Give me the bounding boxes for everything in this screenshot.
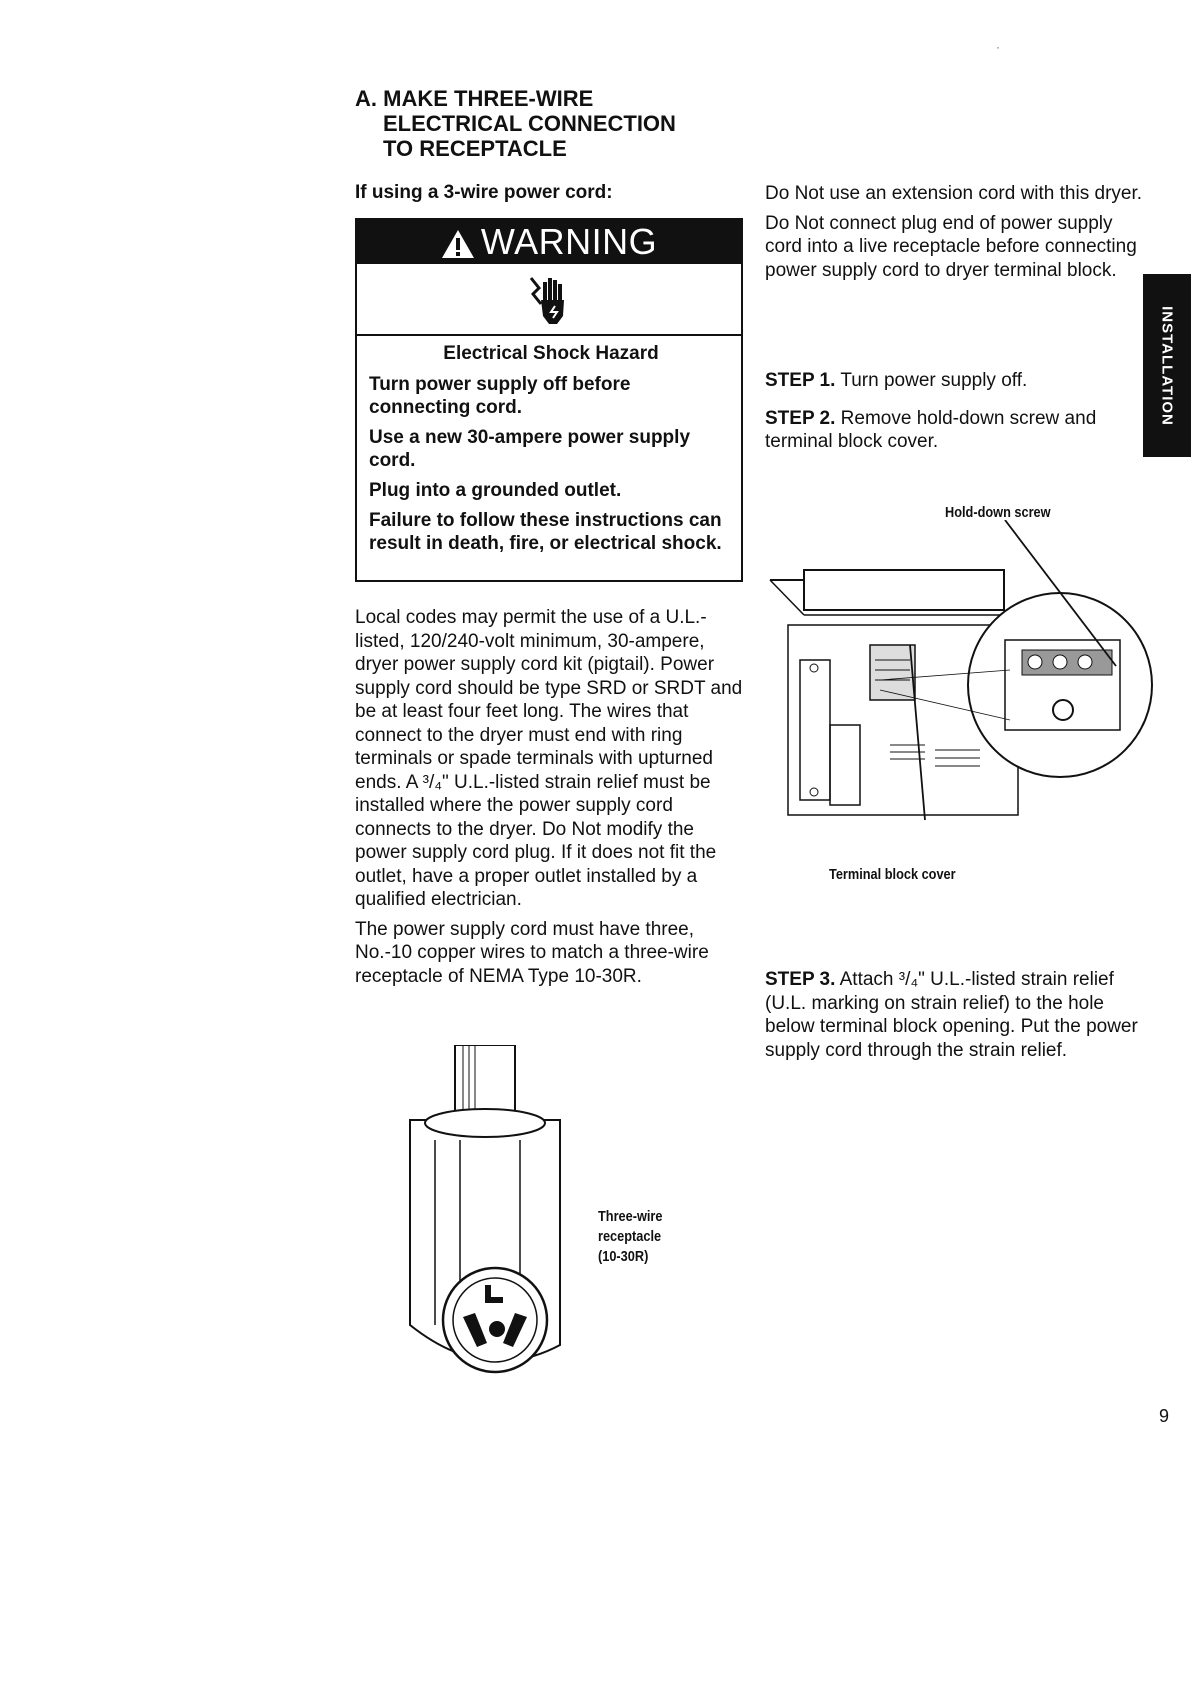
paragraph-live-receptacle: Do Not connect plug end of power supply cord into a live receptacle before connecting power supply cord to dryer terminal block.	[765, 212, 1137, 281]
step-2	[765, 407, 1145, 454]
warning-item-1: Turn power supply off before connecting cord.	[369, 374, 631, 418]
step-3	[765, 968, 1145, 1062]
callout-hold-down-screw: Hold-down screw	[945, 504, 1051, 521]
three-wire-receptacle-illustration	[405, 1045, 585, 1395]
step-1-label: STEP 1.	[765, 370, 836, 391]
step-1	[765, 369, 1145, 393]
step-3-label: STEP 3.	[765, 969, 836, 990]
paragraph-three-wires: The power supply cord must have three, No.-10 copper wires to match a three-wire receptacle of NEMA Type 10-30R.	[355, 918, 709, 987]
paragraph-local-codes: Local codes may permit the use of a U.L.-listed, 120/240-volt minimum, 30-ampere, dryer power supply cord kit (pigtail). Power supply cord should be type SRD or SRDT and be at least four feet long. The wires that connect to the dryer must end with ring terminals or spade terminals with upturned ends. A ³/₄" U.L.-listed strain relief must be installed where the power supply cord connects to the dryer. Do Not modify the power supply cord plug. If it does not fit the outlet, have a proper outlet installed by a qualified electrician.	[355, 607, 743, 910]
section-title-line-3: TO RECEPTACLE	[383, 136, 567, 161]
steps-1-2	[765, 369, 1145, 468]
step-3-paragraph	[765, 968, 1145, 1062]
warning-label: WARNING	[480, 221, 658, 262]
subheading: If using a 3-wire power cord:	[355, 182, 613, 203]
callout-receptacle-line-3: (10-30R)	[598, 1248, 649, 1265]
hazard-title: Electrical Shock Hazard	[443, 343, 659, 364]
step-2-label: STEP 2.	[765, 407, 836, 429]
callout-terminal-block-cover: Terminal block cover	[829, 866, 956, 883]
callout-receptacle-line-2: receptacle	[598, 1228, 662, 1245]
step-3-text: Attach ³/₄" U.L.-listed strain relief (U.L. marking on strain relief) to the hole below terminal block opening. Put the power supply cord through the strain relief.	[765, 969, 1138, 1061]
paragraph-extension-cord: Do Not use an extension cord with this dryer.	[765, 183, 1143, 204]
scan-mark: ·	[996, 40, 1000, 54]
section-title	[355, 86, 676, 161]
terminal-block-diagram	[760, 520, 1160, 840]
electric-shock-hand-icon	[527, 270, 571, 330]
warning-text	[369, 342, 733, 562]
step-2-text: Remove hold-down screw and terminal block cover.	[765, 407, 1097, 452]
step-1-text: Turn power supply off.	[835, 370, 1028, 391]
warning-triangle-icon	[441, 228, 475, 260]
callout-receptacle-line-1: Three-wire	[598, 1208, 663, 1225]
shock-icon-area	[357, 264, 741, 336]
section-title-line-2: ELECTRICAL CONNECTION	[383, 111, 676, 136]
section-title-line-1: A. MAKE THREE-WIRE	[355, 86, 594, 111]
callout-receptacle	[598, 1207, 662, 1267]
right-body-text	[765, 182, 1145, 288]
warning-item-4: Failure to follow these instructions can result in death, fire, or electrical shock.	[369, 510, 722, 554]
warning-banner	[357, 220, 741, 264]
warning-item-2: Use a new 30-ampere power supply cord.	[369, 427, 691, 471]
side-tab-label: INSTALLATION	[1158, 305, 1176, 426]
installation-side-tab	[1143, 274, 1191, 457]
left-body-text	[355, 606, 750, 994]
warning-box	[355, 218, 743, 582]
page-number: 9	[1159, 1406, 1170, 1426]
warning-item-3: Plug into a grounded outlet.	[369, 480, 622, 501]
